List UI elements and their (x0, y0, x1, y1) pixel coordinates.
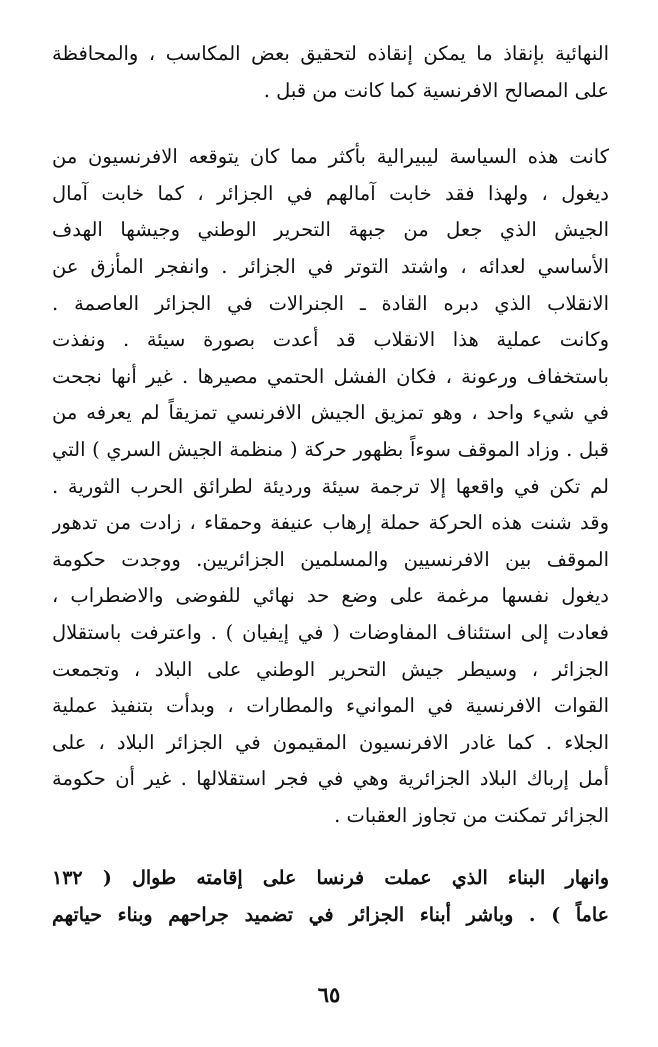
text-line: القوات الافرنسية في الموانيء والمطارات ، وبدأت بتنفيذ عملية (52, 694, 609, 718)
text-line: على المصالح الافرنسية كما كانت من قبل . (263, 78, 609, 102)
paragraph-spacer (52, 834, 609, 860)
text-line: الجيش الذي جعل من جبهة التحرير الوطني وجيشها الهدف (52, 218, 609, 242)
paragraph-intro (52, 36, 609, 109)
text-line: كانت هذه السياسة ليبيرالية بأكثر مما كان يتوقعه الافرنسيون من (52, 145, 609, 169)
text-line: الانقلاب الذي دبره القادة ـ الجنرالات في الجزائر العاصمة . (52, 291, 609, 315)
text-line: الجزائر تمكنت من تجاوز العقبات . (334, 803, 609, 827)
paragraph-spacer (52, 109, 609, 139)
text-line: قبل . وزاد الموقف سوءاً بظهور حركة ( منظمة الجيش السري ) التي (52, 437, 609, 461)
text-line: النهائية بإنقاذ ما يمكن إنقاذه لتحقيق بعض المكاسب ، والمحافظة (52, 42, 609, 65)
page-number: ٦٥ (317, 982, 341, 1007)
text-line: فعادت إلى استئناف المفاوضات ( في إيفيان ) . واعترفت باستقلال (52, 620, 609, 644)
text-line: في شيء واحد ، وهو تمزيق الجيش الافرنسي تمزيقاً لم يعرفه من (52, 401, 609, 425)
paragraph-bold (52, 860, 609, 933)
text-line: عاماً ) . وباشر أبناء الجزائر في تضميد جراحهم وبناء حياتهم (52, 904, 609, 927)
text-line: باستخفاف ورعونة ، فكان الفشل الحتمي مصيرها . غير أنها نجحت (52, 364, 609, 388)
paragraph-main (52, 139, 609, 834)
text-line: وقد شنت هذه الحركة حملة إرهاب عنيفة وحمقاء ، زادت من تدهور (52, 511, 609, 535)
text-line: وكانت عملية هذا الانقلاب قد أعدت بصورة سيئة . ونفذت (52, 328, 609, 352)
text-line: الأساسي لعدائه ، واشتد التوتر في الجزائر . وانفجر المأزق عن (52, 254, 609, 278)
text-line: ديغول نفسها مرغمة على وضع حد نهائي للفوضى والاضطراب ، (52, 584, 609, 608)
text-line: وانهار البناء الذي عملت فرنسا على إقامته طوال ( ١٣٢ (52, 867, 609, 890)
text-line: أمل إرباك البلاد الجزائرية وهي في فجر استقلالها . غير أن حكومة (52, 767, 609, 791)
page-body (52, 36, 609, 934)
text-line: الجزائر ، وسيطر جيش التحرير الوطني على البلاد ، وتجمعت (52, 657, 609, 681)
text-line: الجلاء . كما غادر الافرنسيون المقيمون في الجزائر البلاد ، على (52, 730, 609, 754)
text-line: لم تكن في واقعها إلا ترجمة سيئة ورديئة لطرائق الحرب الثورية . (52, 474, 609, 498)
text-line: الموقف بين الافرنسيين والمسلمين الجزائريين. ووجدت حكومة (52, 547, 609, 571)
text-line: ديغول ، ولهذا فقد خابت آمالهم في الجزائر ، كما خابت آمال (52, 181, 609, 205)
